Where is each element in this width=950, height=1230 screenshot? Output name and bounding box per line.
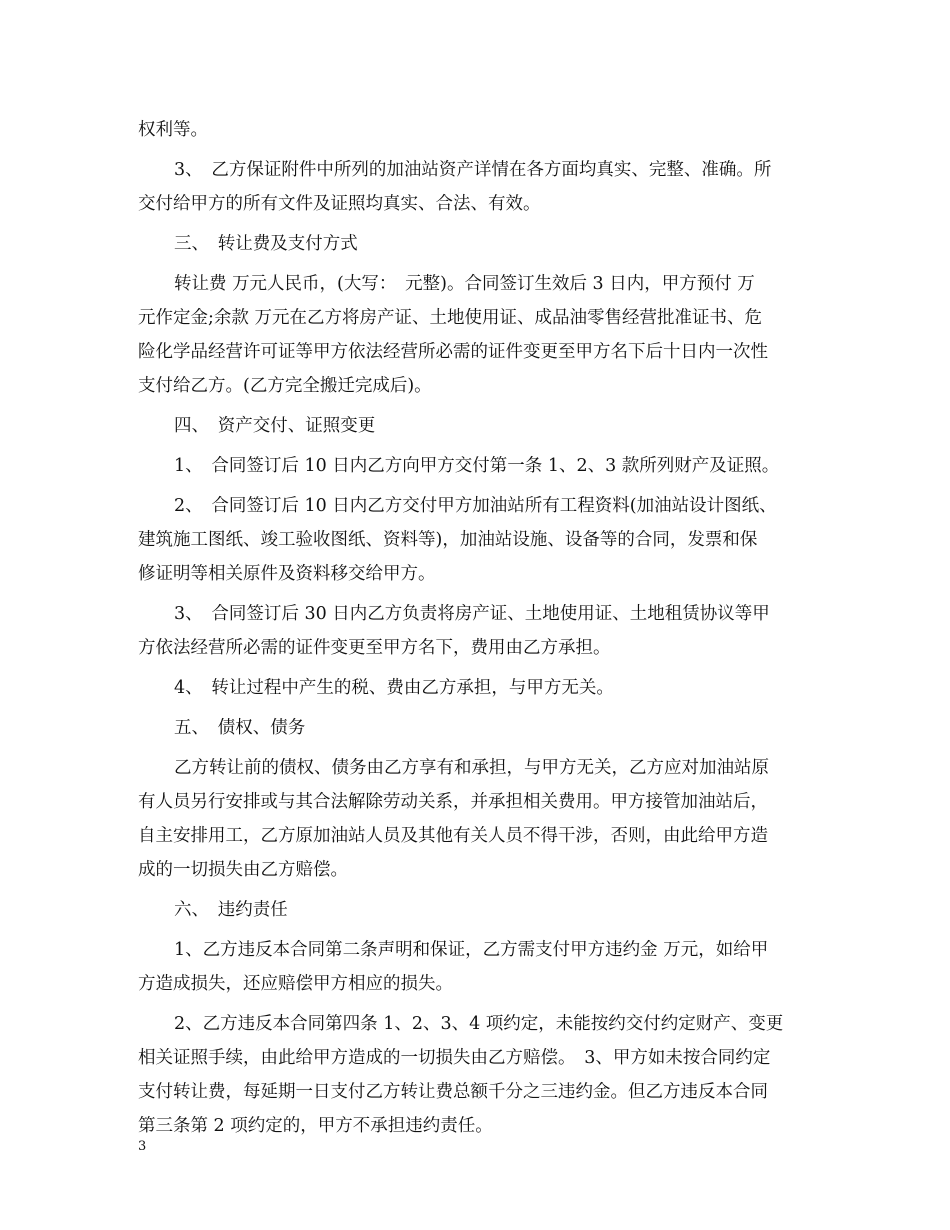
paragraph	[138, 489, 818, 591]
text-line: 修证明等相关原件及资料移交给甲方。	[138, 564, 436, 584]
text-line: 2、 合同签订后 10 日内乙方交付甲方加油站所有工程资料(加油站设计图纸、	[174, 496, 777, 516]
text-line: 自主安排用工，乙方原加油站人员及其他有关人员不得干涉，否则，由此给甲方造	[138, 826, 768, 846]
text-line: 方依法经营所必需的证件变更至甲方名下，费用由乙方承担。	[138, 638, 611, 658]
paragraph	[138, 1007, 818, 1143]
text-line: 4、 转让过程中产生的税、费由乙方承担，与甲方无关。	[174, 678, 614, 698]
text-line: 支付给乙方。(乙方完全搬迁完成后)。	[138, 376, 432, 396]
paragraph	[138, 933, 818, 1001]
paragraph	[138, 751, 818, 887]
text-line: 建筑施工图纸、竣工验收图纸、资料等)，加油站设施、设备等的合同，发票和保	[138, 530, 758, 550]
page-number: 3	[138, 1139, 147, 1154]
text-line: 转让费 万元人民币，(大写： 元整)。合同签订生效后 3 日内，甲方预付 万	[174, 274, 755, 294]
paragraph	[138, 267, 818, 403]
paragraph	[138, 113, 818, 147]
text-line: 交付给甲方的所有文件及证照均真实、合法、有效。	[138, 194, 541, 214]
paragraph	[138, 893, 818, 927]
paragraph	[138, 449, 818, 483]
text-line: 支付转让费，每延期一日支付乙方转让费总额千分之三违约金。但乙方违反本合同	[138, 1082, 768, 1102]
paragraph	[138, 409, 818, 443]
paragraph	[138, 227, 818, 261]
text-line: 三、 转让费及支付方式	[174, 234, 358, 254]
text-line: 元作定金;余款 万元在乙方将房产证、土地使用证、成品油零售经营批准证书、危	[138, 308, 762, 328]
text-line: 2、乙方违反本合同第四条 1、2、3、4 项约定，未能按约交付约定财产、变更	[174, 1014, 784, 1034]
text-line: 六、 违约责任	[174, 900, 288, 920]
text-line: 方造成损失，还应赔偿甲方相应的损失。	[138, 974, 453, 994]
text-line: 五、 债权、债务	[174, 718, 306, 738]
paragraph	[138, 153, 818, 221]
text-line: 四、 资产交付、证照变更	[174, 416, 376, 436]
text-line: 1、乙方违反本合同第二条声明和保证，乙方需支付甲方违约金 万元，如给甲	[174, 940, 769, 960]
text-line: 权利等。	[138, 120, 208, 140]
document-body	[138, 113, 818, 1149]
text-line: 3、 合同签订后 30 日内乙方负责将房产证、土地使用证、土地租赁协议等甲	[174, 604, 770, 624]
text-line: 第三条第 2 项约定的，甲方不承担违约责任。	[138, 1116, 493, 1136]
text-line: 有人员另行安排或与其合法解除劳动关系，并承担相关费用。甲方接管加油站后，	[138, 792, 768, 812]
text-line: 相关证照手续，由此给甲方造成的一切损失由乙方赔偿。 3、甲方如未按合同约定	[138, 1048, 771, 1068]
text-line: 3、 乙方保证附件中所列的加油站资产详情在各方面均真实、完整、准确。所	[174, 160, 772, 180]
text-line: 成的一切损失由乙方赔偿。	[138, 860, 348, 880]
paragraph	[138, 597, 818, 665]
paragraph	[138, 671, 818, 705]
text-line: 乙方转让前的债权、债务由乙方享有和承担，与甲方无关，乙方应对加油站原	[174, 758, 769, 778]
text-line: 1、 合同签订后 10 日内乙方向甲方交付第一条 1、2、3 款所列财产及证照。	[174, 456, 780, 476]
text-line: 险化学品经营许可证等甲方依法经营所必需的证件变更至甲方名下后十日内一次性	[138, 342, 768, 362]
paragraph	[138, 711, 818, 745]
